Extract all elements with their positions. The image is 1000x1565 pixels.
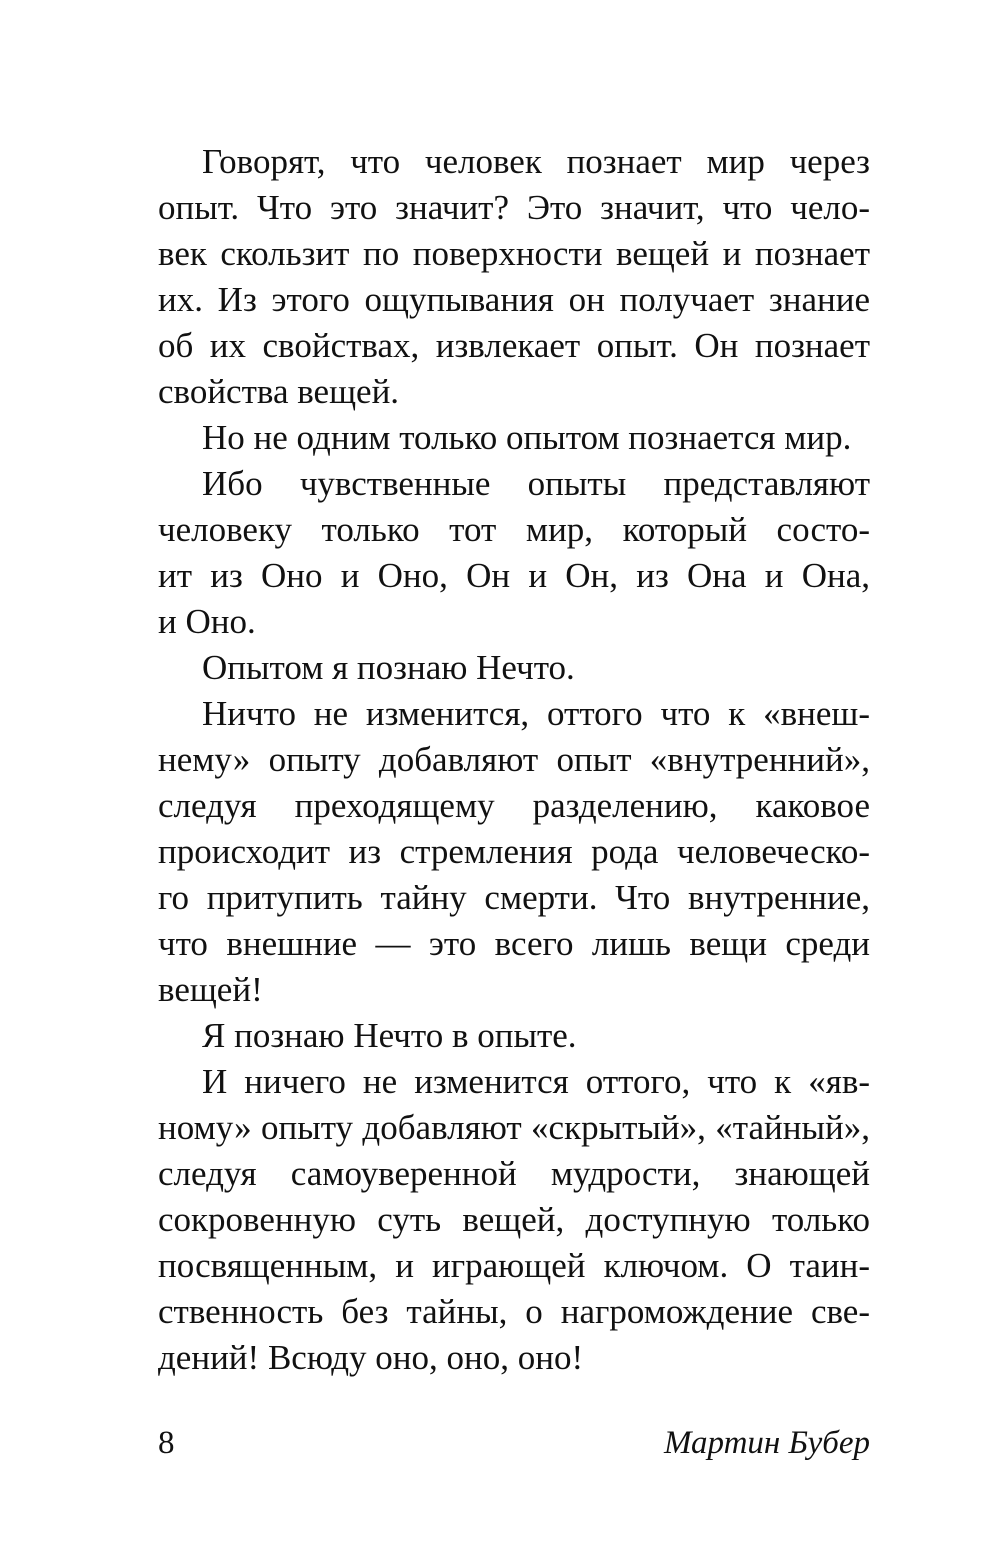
page-number: 8 — [158, 1425, 175, 1461]
paragraph-4 — [158, 645, 870, 691]
text-line: Говорят, что человек познает мир через — [202, 142, 870, 181]
text-line: свойства вещей. — [158, 372, 400, 411]
text-line: Опытом я познаю Нечто. — [202, 648, 575, 687]
text-line: Но не одним только опытом познается мир. — [202, 418, 852, 457]
text-line: век скользит по поверхности вещей и познает — [158, 234, 870, 273]
text-line: следуя самоуверенной мудрости, знающей — [158, 1154, 870, 1193]
text-line: человеку только тот мир, который состо- — [158, 510, 870, 549]
text-line: Ибо чувственные опыты представляют — [202, 464, 870, 503]
text-line: Я познаю Нечто в опыте. — [202, 1016, 577, 1055]
body-text — [158, 139, 870, 1381]
text-line: сокровенную суть вещей, доступную только — [158, 1200, 870, 1239]
paragraph-6 — [158, 1013, 870, 1059]
text-line: нему» опыту добавляют опыт «внутренний», — [158, 740, 870, 779]
text-line: опыт. Что это значит? Это значит, что чело- — [158, 188, 870, 227]
text-line: вещей! — [158, 970, 263, 1009]
paragraph-7 — [158, 1059, 870, 1381]
text-line: происходит из стремления рода человеческо- — [158, 832, 870, 871]
text-line: и Оно. — [158, 602, 256, 641]
text-line: ит из Оно и Оно, Он и Он, из Она и Она, — [158, 556, 870, 595]
text-line: Ничто не изменится, оттого что к «внеш- — [202, 694, 870, 733]
paragraph-3 — [158, 461, 870, 645]
text-line: ственность без тайны, о нагромождение све- — [158, 1292, 870, 1331]
paragraph-2 — [158, 415, 870, 461]
page-footer — [158, 1420, 870, 1466]
text-line: их. Из этого ощупывания он получает знание — [158, 280, 870, 319]
text-line: что внешние — это всего лишь вещи среди — [158, 924, 870, 963]
text-line: дений! Всюду оно, оно, оно! — [158, 1338, 584, 1377]
paragraph-1 — [158, 139, 870, 415]
text-line: посвященным, и играющей ключом. О таин- — [158, 1246, 870, 1285]
text-line: ному» опыту добавляют «скрытый», «тайный», — [158, 1108, 870, 1147]
text-line: следуя преходящему разделению, каковое — [158, 786, 870, 825]
text-line: об их свойствах, извлекает опыт. Он познает — [158, 326, 870, 365]
running-author: Мартин Бубер — [664, 1425, 870, 1461]
paragraph-5 — [158, 691, 870, 1013]
text-line: И ничего не изменится оттого, что к «яв- — [202, 1062, 870, 1101]
text-line: го притупить тайну смерти. Что внутренние, — [158, 878, 870, 917]
